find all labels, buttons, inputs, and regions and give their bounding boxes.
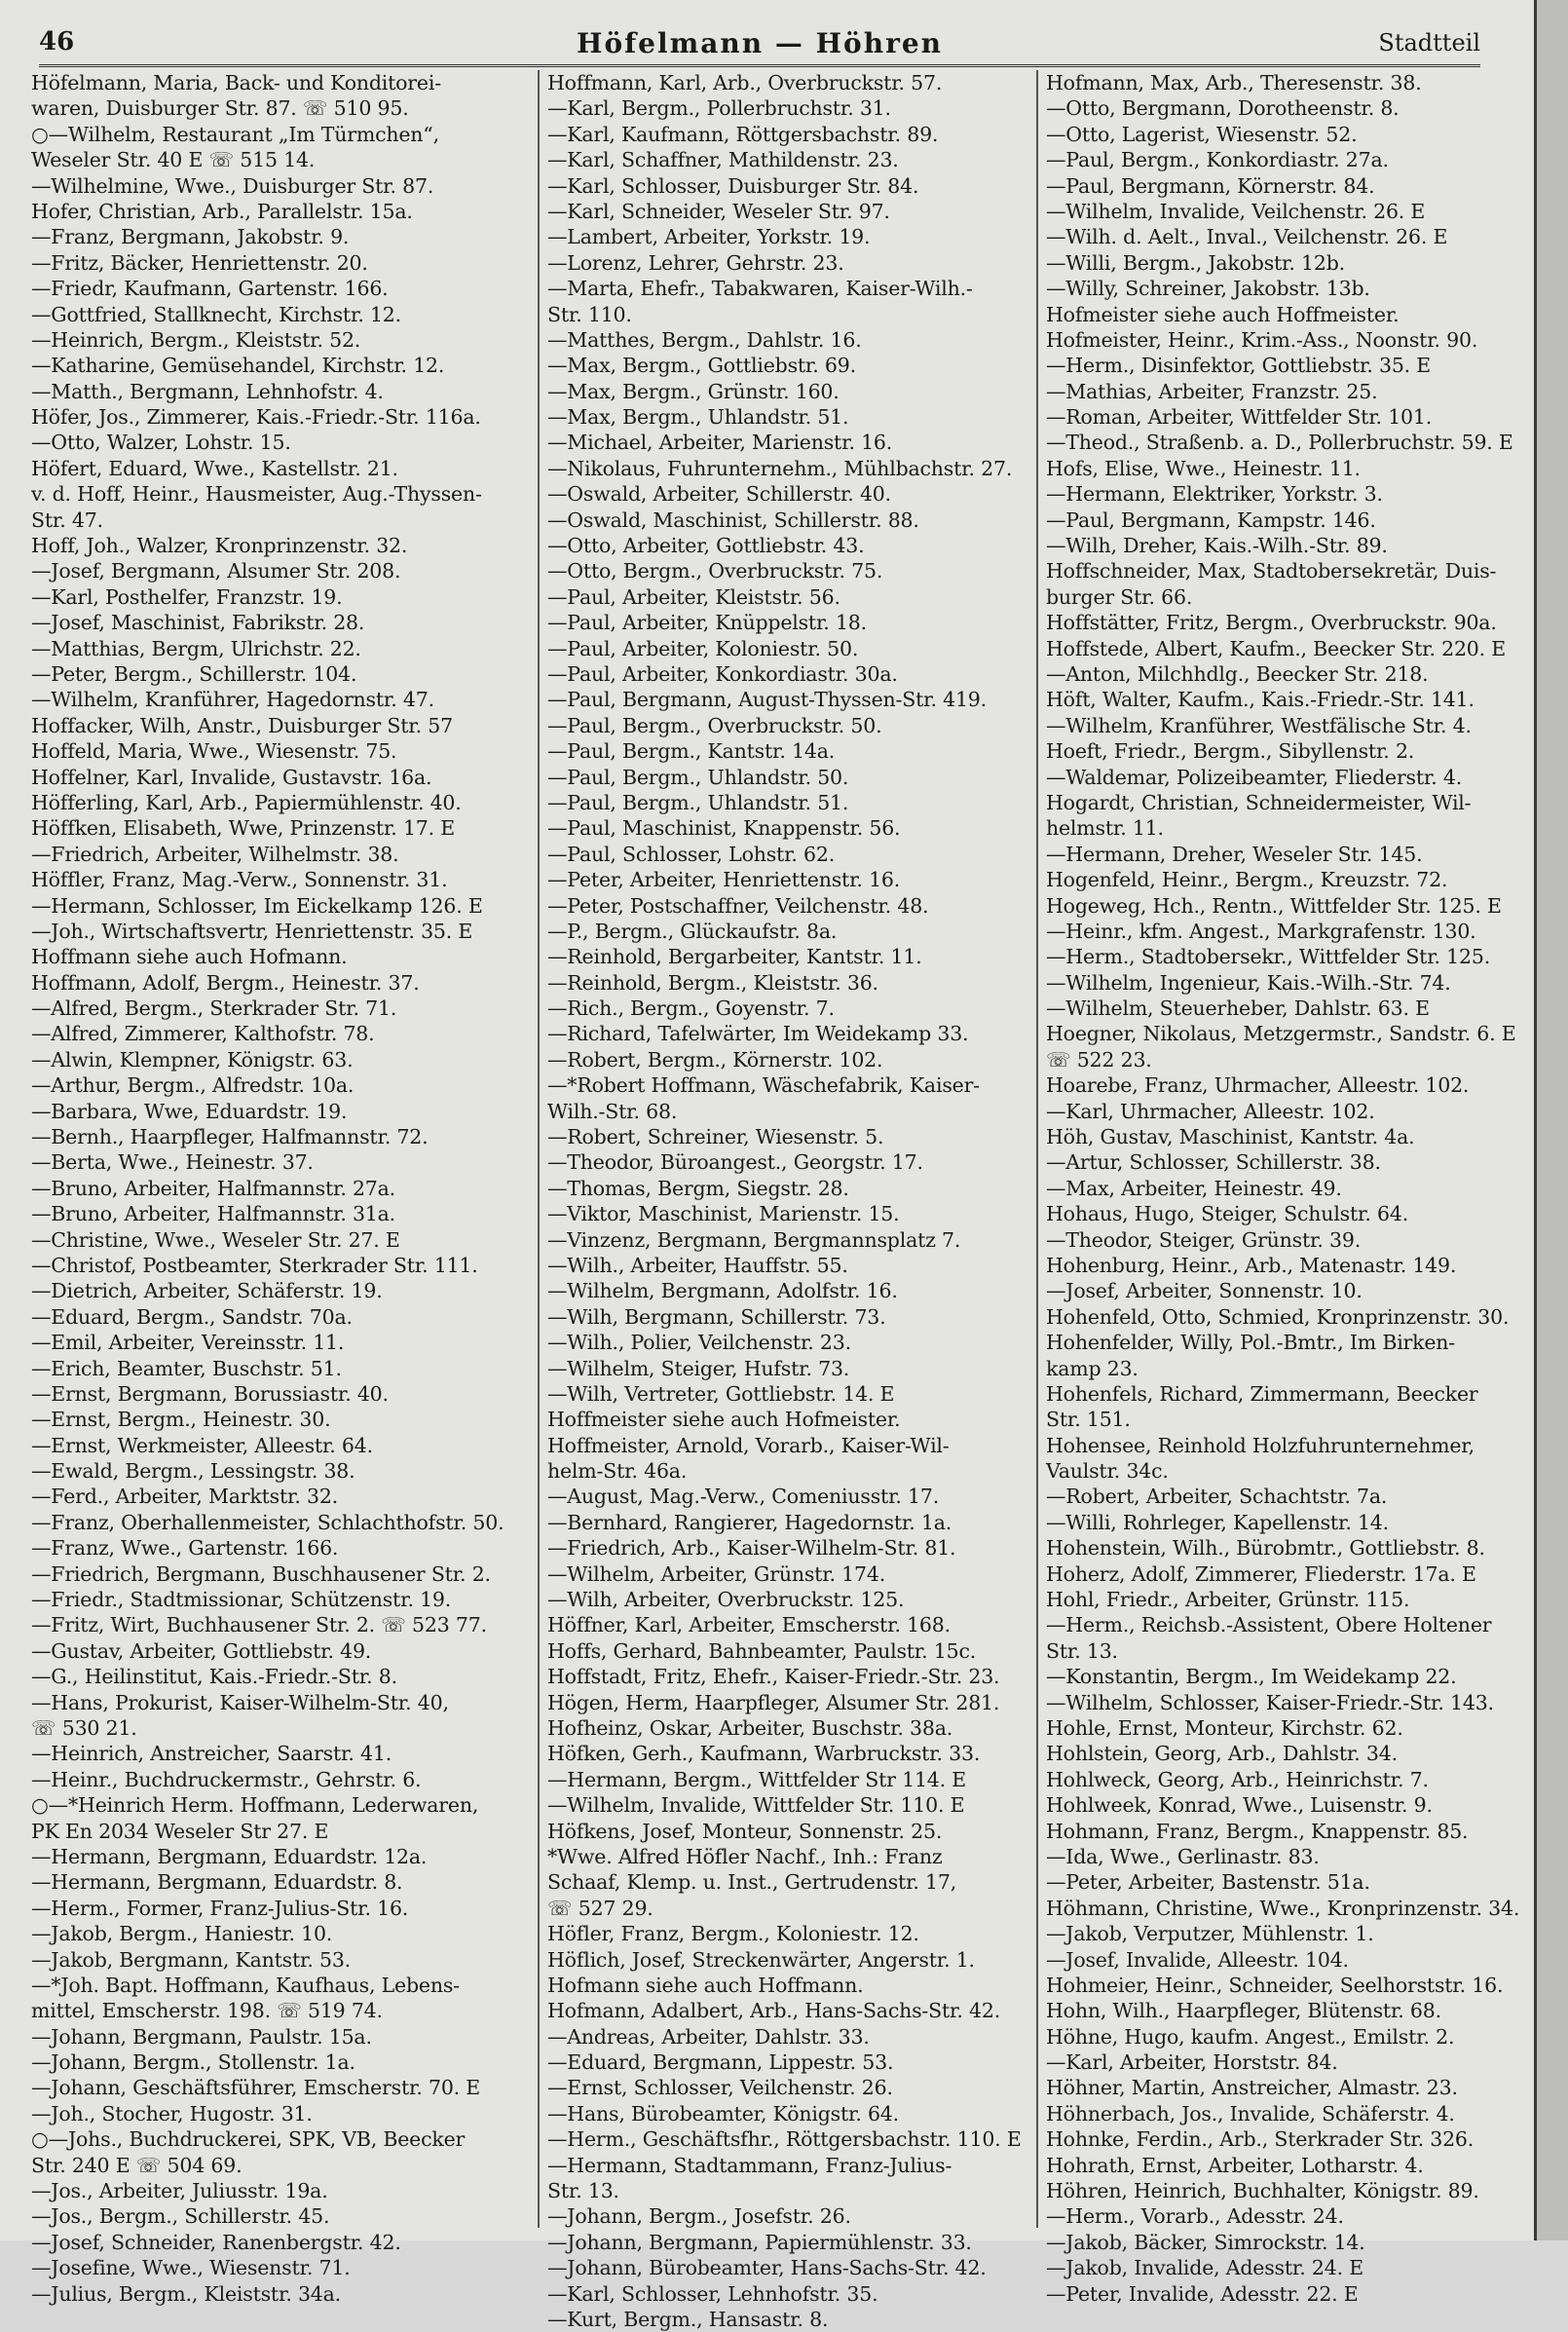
directory-entry-line: —Hermann, Bergmann, Eduardstr. 8.	[31, 1870, 403, 1895]
directory-entry-line: —Wilhelm, Steuerheber, Dahlstr. 63. E	[1046, 997, 1430, 1021]
directory-entry-line: Hoffacker, Wilh, Anstr., Duisburger Str. 57	[31, 713, 453, 737]
directory-entry-line: —Wilh, Vertreter, Gottliebstr. 14. E	[547, 1381, 895, 1406]
directory-entry-line: —Robert, Arbeiter, Schachtstr. 7a.	[1046, 1485, 1388, 1509]
directory-entry-line: —Wilhelm, Kranführer, Hagedornstr. 47.	[31, 688, 434, 712]
directory-entry-line: Str. 13.	[1046, 1638, 1118, 1663]
directory-entry-line: —Hermann, Dreher, Weseler Str. 145.	[1046, 842, 1423, 866]
directory-entry-line: Hohlweck, Georg, Arb., Heinrichstr. 7.	[1046, 1767, 1429, 1791]
directory-entry-line: —Ernst, Bergmann, Borussiastr. 40.	[31, 1381, 389, 1406]
directory-entry-line: —Paul, Maschinist, Knappenstr. 56.	[547, 816, 901, 841]
directory-entry-line: —Ferd., Arbeiter, Marktstr. 32.	[31, 1485, 338, 1509]
directory-entry-line: Hoffelner, Karl, Invalide, Gustavstr. 16a.	[31, 765, 432, 789]
directory-entry-line: —Gottfried, Stallknecht, Kirchstr. 12.	[31, 302, 401, 326]
directory-entry-line: —Matth., Bergmann, Lehnhofstr. 4.	[31, 379, 384, 403]
directory-entry-line: ○—Johs., Buchdruckerei, SPK, VB, Beecker	[31, 2127, 466, 2152]
directory-entry-line: Hohmann, Franz, Bergm., Knappenstr. 85.	[1046, 1819, 1469, 1843]
directory-entry-line: —Karl, Schneider, Weseler Str. 97.	[547, 199, 890, 223]
directory-entry-line: *Wwe. Alfred Höfler Nachf., Inh.: Franz	[547, 1844, 943, 1868]
directory-entry-line: —Ernst, Werkmeister, Alleestr. 64.	[31, 1433, 373, 1457]
directory-entry-line: —Hermann, Stadtammann, Franz-Julius-	[547, 2153, 952, 2177]
directory-entry-line: Höflich, Josef, Streckenwärter, Angerstr. 1.	[547, 1947, 975, 1972]
directory-entry-line: —Christof, Postbeamter, Sterkrader Str. 111.	[31, 1253, 478, 1277]
directory-entry-line: —Friedr, Kaufmann, Gartenstr. 166.	[31, 277, 389, 301]
directory-entry-line: —Wilhelm, Arbeiter, Grünstr. 174.	[547, 1561, 886, 1586]
directory-entry-line: Hofs, Elise, Wwe., Heinestr. 11.	[1046, 456, 1361, 480]
directory-entry-line: —G., Heilinstitut, Kais.-Friedr.-Str. 8.	[31, 1665, 397, 1689]
directory-entry-line: —Konstantin, Bergm., Im Weidekamp 22.	[1046, 1665, 1457, 1689]
directory-entry-line: —Hermann, Elektriker, Yorkstr. 3.	[1046, 482, 1383, 507]
directory-entry-line: Str. 151.	[1046, 1408, 1131, 1432]
directory-entry-line: —Franz, Wwe., Gartenstr. 166.	[31, 1536, 339, 1561]
directory-entry-line: —Oswald, Maschinist, Schillerstr. 88.	[547, 508, 919, 532]
directory-entry-line: —Wilh., Arbeiter, Hauffstr. 55.	[547, 1253, 848, 1277]
directory-entry-line: —Rich., Bergm., Goyenstr. 7.	[547, 997, 835, 1021]
directory-entry-line: Hoffstätter, Fritz, Bergm., Overbruckstr. 90a.	[1046, 611, 1497, 635]
directory-entry-line: —Peter, Invalide, Adesstr. 22. E	[1046, 2281, 1359, 2306]
directory-entry-line: —Oswald, Arbeiter, Schillerstr. 40.	[547, 482, 891, 507]
directory-entry-line: —Peter, Arbeiter, Henriettenstr. 16.	[547, 868, 901, 892]
directory-entry-line: —Emil, Arbeiter, Vereinsstr. 11.	[31, 1331, 345, 1355]
directory-entry-line: —Heinrich, Anstreicher, Saarstr. 41.	[31, 1742, 392, 1766]
directory-entry-line: —Mathias, Arbeiter, Franzstr. 25.	[1046, 379, 1378, 403]
directory-entry-line: —Waldemar, Polizeibeamter, Fliederstr. 4.	[1046, 765, 1463, 789]
directory-entry-line: Hofmeister siehe auch Hoffmeister.	[1046, 302, 1400, 326]
directory-entry-line: v. d. Hoff, Heinr., Hausmeister, Aug.-Thyssen-	[31, 482, 482, 507]
column-left	[31, 70, 538, 2306]
directory-entry-line: —August, Mag.-Verw., Comeniusstr. 17.	[547, 1485, 940, 1509]
directory-entry-line: —Karl, Uhrmacher, Alleestr. 102.	[1046, 1099, 1375, 1123]
directory-entry-line: —Jakob, Bäcker, Simrockstr. 14.	[1046, 2230, 1365, 2254]
directory-entry-line: —Ewald, Bergm., Lessingstr. 38.	[31, 1459, 355, 1484]
directory-entry-line: —Jakob, Invalide, Adesstr. 24. E	[1046, 2256, 1363, 2280]
directory-entry-line: —Paul, Arbeiter, Knüppelstr. 18.	[547, 611, 867, 635]
directory-entry-line: Hoffstede, Albert, Kaufm., Beecker Str. 220. E	[1046, 636, 1507, 660]
directory-entry-line: —Peter, Postschaffner, Veilchenstr. 48.	[547, 893, 929, 918]
directory-entry-line: —Paul, Bergm., Overbruckstr. 50.	[547, 713, 882, 737]
page-number: 46	[39, 27, 75, 56]
directory-entry-line: —Theodor, Steiger, Grünstr. 39.	[1046, 1227, 1362, 1252]
directory-entry-line: Str. 110.	[547, 302, 632, 326]
directory-entry-line: —Eduard, Bergmann, Lippestr. 53.	[547, 2050, 894, 2075]
directory-entry-line: —Wilhelm, Invalide, Veilchenstr. 26. E	[1046, 199, 1426, 223]
directory-entry-line: Hogardt, Christian, Schneidermeister, Wil-	[1046, 790, 1472, 814]
directory-entry-line: Höfelmann, Maria, Back- und Konditorei-	[31, 71, 441, 94]
directory-entry-line: —Roman, Arbeiter, Wittfelder Str. 101.	[1046, 405, 1433, 430]
directory-entry-line: —Josef, Invalide, Alleestr. 104.	[1046, 1947, 1349, 1972]
directory-entry-line: Höfer, Jos., Zimmerer, Kais.-Friedr.-Str. 116a.	[31, 405, 481, 430]
directory-entry-line: Hohnke, Ferdin., Arb., Sterkrader Str. 326.	[1046, 2127, 1475, 2152]
directory-entry-line: —Josef, Maschinist, Fabrikstr. 28.	[31, 611, 365, 635]
directory-entry-line: ☏ 527 29.	[547, 1896, 653, 1920]
directory-entry-line: —Hans, Bürobeamter, Königstr. 64.	[547, 2101, 899, 2125]
directory-entry-line: helm-Str. 46a.	[547, 1459, 688, 1484]
directory-entry-line: —Lambert, Arbeiter, Yorkstr. 19.	[547, 225, 871, 249]
directory-entry-line: Höhnerbach, Jos., Invalide, Schäferstr. 4.	[1046, 2101, 1455, 2125]
directory-entry-line: —Ernst, Schlosser, Veilchenstr. 26.	[547, 2076, 893, 2100]
directory-entry-line: —Joh., Stocher, Hugostr. 31.	[31, 2101, 313, 2125]
directory-entry-line: Hohl, Friedr., Arbeiter, Grünstr. 115.	[1046, 1588, 1410, 1612]
directory-entry-line: —Peter, Bergm., Schillerstr. 104.	[31, 661, 357, 686]
directory-entry-line: —Karl, Arbeiter, Horststr. 84.	[1046, 2050, 1338, 2075]
directory-entry-line: —Franz, Bergmann, Jakobstr. 9.	[31, 225, 350, 249]
directory-entry-line: —Andreas, Arbeiter, Dahlstr. 33.	[547, 2024, 870, 2049]
directory-entry-line: —Viktor, Maschinist, Marienstr. 15.	[547, 1202, 900, 1226]
directory-entry-line: —Josef, Schneider, Ranenbergstr. 42.	[31, 2230, 401, 2254]
directory-entry-line: helmstr. 11.	[1046, 816, 1164, 841]
directory-entry-line: Hoeft, Friedr., Bergm., Sibyllenstr. 2.	[1046, 739, 1415, 764]
directory-entry-line: —*Robert Hoffmann, Wäschefabrik, Kaiser-	[547, 1073, 980, 1098]
directory-entry-line: —Max, Bergm., Gottliebstr. 69.	[547, 354, 856, 378]
directory-entry-line: —Willi, Rohrleger, Kapellenstr. 14.	[1046, 1510, 1389, 1534]
directory-entry-line: Hoffstadt, Fritz, Ehefr., Kaiser-Friedr.-Str. 23.	[547, 1665, 1000, 1689]
directory-entry-line: —Ernst, Bergm., Heinestr. 30.	[31, 1408, 331, 1432]
directory-entry-line: —Bernhard, Rangierer, Hagedornstr. 1a.	[547, 1510, 952, 1534]
directory-entry-line: —Otto, Walzer, Lohstr. 15.	[31, 431, 291, 455]
directory-entry-line: —Josef, Arbeiter, Sonnenstr. 10.	[1046, 1279, 1363, 1303]
directory-entry-line: —Paul, Bergmann, August-Thyssen-Str. 419.	[547, 688, 987, 712]
directory-entry-line: ☏ 522 23.	[1046, 1047, 1152, 1072]
directory-entry-line: —Otto, Lagerist, Wiesenstr. 52.	[1046, 122, 1358, 146]
directory-entry-line: —Bruno, Arbeiter, Halfmannstr. 27a.	[31, 1176, 395, 1200]
directory-entry-line: —Karl, Kaufmann, Röttgersbachstr. 89.	[547, 122, 939, 146]
directory-entry-line: —Otto, Arbeiter, Gottliebstr. 43.	[547, 534, 865, 558]
directory-entry-line: —Paul, Bergm., Uhlandstr. 50.	[547, 765, 849, 789]
directory-entry-line: —Herm., Disinfektor, Gottliebstr. 35. E	[1046, 354, 1432, 378]
directory-entry-line: —Wilhelm, Invalide, Wittfelder Str. 110. E	[547, 1793, 965, 1818]
page-header	[39, 21, 1480, 67]
directory-entry-line: Hohensee, Reinhold Holzfuhrunternehmer,	[1046, 1433, 1475, 1457]
directory-entry-line: Högen, Herm, Haarpfleger, Alsumer Str. 281.	[547, 1690, 1000, 1714]
directory-entry-line: Höhner, Martin, Anstreicher, Almastr. 23.	[1046, 2076, 1458, 2100]
directory-entry-line: —Hermann, Schlosser, Im Eickelkamp 126. E	[31, 893, 483, 918]
directory-entry-line: —Jos., Bergm., Schillerstr. 45.	[31, 2204, 330, 2229]
directory-entry-line: —Alwin, Klempner, Königstr. 63.	[31, 1047, 354, 1072]
directory-entry-line: Hohenstein, Wilh., Bürobmtr., Gottliebstr. 8.	[1046, 1536, 1485, 1561]
directory-entry-line: —Max, Arbeiter, Heinestr. 49.	[1046, 1176, 1342, 1200]
directory-entry-line: Wilh.-Str. 68.	[547, 1099, 678, 1123]
directory-entry-line: —Karl, Schaffner, Mathildenstr. 23.	[547, 148, 899, 172]
directory-entry-line: —Gustav, Arbeiter, Gottliebstr. 49.	[31, 1638, 372, 1663]
directory-entry-line: —Alfred, Zimmerer, Kalthofstr. 78.	[31, 1022, 375, 1046]
directory-entry-line: ○—*Heinrich Herm. Hoffmann, Lederwaren,	[31, 1793, 479, 1818]
directory-entry-line: Schaaf, Klemp. u. Inst., Gertrudenstr. 17,	[547, 1870, 957, 1895]
directory-entry-line: —Jakob, Verputzer, Mühlenstr. 1.	[1046, 1922, 1374, 1946]
directory-entry-line: Höfler, Franz, Bergm., Koloniestr. 12.	[547, 1922, 919, 1946]
directory-entry-line: —Wilhelm, Steiger, Hufstr. 73.	[547, 1356, 850, 1380]
directory-entry-line: Höffner, Karl, Arbeiter, Emscherstr. 168.	[547, 1613, 951, 1637]
directory-entry-line: waren, Duisburger Str. 87. ☏ 510 95.	[31, 96, 409, 121]
directory-entry-line: Hofer, Christian, Arb., Parallelstr. 15a.	[31, 199, 413, 223]
directory-entry-line: Hoffs, Gerhard, Bahnbeamter, Paulstr. 15c.	[547, 1638, 977, 1663]
directory-entry-line: —Willy, Schreiner, Jakobstr. 13b.	[1046, 277, 1370, 301]
directory-entry-line: —Ida, Wwe., Gerlinastr. 83.	[1046, 1844, 1320, 1868]
directory-entry-line: —Peter, Arbeiter, Bastenstr. 51a.	[1046, 1870, 1370, 1895]
directory-entry-line: Höft, Walter, Kaufm., Kais.-Friedr.-Str. 141.	[1046, 688, 1475, 712]
directory-entry-line: Hoffmeister, Arnold, Vorarb., Kaiser-Wil-	[547, 1433, 950, 1457]
directory-entry-line: —Johann, Bergm., Stollenstr. 1a.	[31, 2050, 355, 2075]
directory-entry-line: —Katharine, Gemüsehandel, Kirchstr. 12.	[31, 354, 445, 378]
directory-entry-line: Hoffmeister siehe auch Hofmeister.	[547, 1408, 901, 1432]
directory-entry-line: —Otto, Bergmann, Dorotheenstr. 8.	[1046, 96, 1400, 121]
directory-entry-line: Str. 13.	[547, 2179, 619, 2203]
directory-entry-line: —Paul, Bergmann, Kampstr. 146.	[1046, 508, 1376, 532]
directory-entry-line: Hogeweg, Hch., Rentn., Wittfelder Str. 125. E	[1046, 893, 1502, 918]
directory-entry-line: —Fritz, Bäcker, Henriettenstr. 20.	[31, 250, 368, 275]
directory-entry-line: —Arthur, Bergm., Alfredstr. 10a.	[31, 1073, 355, 1098]
directory-entry-line: —Eduard, Bergm., Sandstr. 70a.	[31, 1304, 353, 1329]
directory-entry-line: —Heinr., Buchdruckermstr., Gehrstr. 6.	[31, 1767, 422, 1791]
directory-entry-line: —Paul, Bergm., Kantstr. 14a.	[547, 739, 836, 764]
directory-entry-line: —Josefine, Wwe., Wiesenstr. 71.	[31, 2256, 351, 2280]
directory-entry-line: —Robert, Bergm., Körnerstr. 102.	[547, 1047, 883, 1072]
directory-entry-line: —Anton, Milchhdlg., Beecker Str. 218.	[1046, 661, 1429, 686]
directory-entry-line: Hohenburg, Heinr., Arb., Matenastr. 149.	[1046, 1253, 1457, 1277]
directory-entry-line: —Wilh, Dreher, Kais.-Wilh.-Str. 89.	[1046, 534, 1388, 558]
directory-entry-line: Höhren, Heinrich, Buchhalter, Königstr. 89.	[1046, 2179, 1479, 2203]
directory-entry-line: Hohlstein, Georg, Arb., Dahlstr. 34.	[1046, 1742, 1398, 1766]
directory-entry-line: —Michael, Arbeiter, Marienstr. 16.	[547, 431, 893, 455]
directory-entry-line: —Herm., Stadtobersekr., Wittfelder Str. 125.	[1046, 945, 1491, 969]
directory-entry-line: Höhne, Hugo, kaufm. Angest., Emilstr. 2.	[1046, 2024, 1455, 2049]
directory-entry-line: —Herm., Reichsb.-Assistent, Obere Holtener	[1046, 1613, 1492, 1637]
directory-entry-line: —Nikolaus, Fuhrunternehm., Mühlbachstr. 27.	[547, 456, 1013, 480]
directory-entry-line: —Friedrich, Bergmann, Buschhausener Str. 2.	[31, 1561, 491, 1586]
directory-entry-line: burger Str. 66.	[1046, 584, 1193, 609]
directory-entry-line: Hofheinz, Oskar, Arbeiter, Buschstr. 38a.	[547, 1716, 953, 1740]
directory-entry-line: —Paul, Schlosser, Lohstr. 62.	[547, 842, 836, 866]
directory-entry-line: —Christine, Wwe., Weseler Str. 27. E	[31, 1227, 400, 1252]
directory-entry-line: —Thomas, Bergm, Siegstr. 28.	[547, 1176, 849, 1200]
directory-entry-line: —Friedrich, Arb., Kaiser-Wilhelm-Str. 81.	[547, 1536, 956, 1561]
directory-entry-line: —Reinhold, Bergarbeiter, Kantstr. 11.	[547, 945, 922, 969]
directory-entry-line: —Friedrich, Arbeiter, Wilhelmstr. 38.	[31, 842, 399, 866]
directory-entry-line: Höfkens, Josef, Monteur, Sonnenstr. 25.	[547, 1819, 943, 1843]
directory-entry-line: —Heinrich, Bergm., Kleiststr. 52.	[31, 327, 361, 352]
directory-entry-line: —*Joh. Bapt. Hoffmann, Kaufhaus, Lebens-	[31, 1973, 460, 1997]
directory-entry-line: —Reinhold, Bergm., Kleiststr. 36.	[547, 970, 878, 995]
directory-entry-line: —Paul, Bergm., Konkordiastr. 27a.	[1046, 148, 1389, 172]
directory-entry-line: —Johann, Bergmann, Paulstr. 15a.	[31, 2024, 372, 2049]
directory-entry-line: Hoffeld, Maria, Wwe., Wiesenstr. 75.	[31, 739, 397, 764]
directory-entry-line: —Johann, Bergmann, Papiermühlenstr. 33.	[547, 2230, 972, 2254]
directory-entry-line: Str. 47.	[31, 508, 103, 532]
adjacent-page-edge	[1534, 0, 1568, 2240]
directory-entry-line: —Jakob, Bergmann, Kantstr. 53.	[31, 1947, 351, 1972]
directory-entry-line: —Karl, Posthelfer, Franzstr. 19.	[31, 584, 343, 609]
directory-entry-line: —Paul, Bergm., Uhlandstr. 51.	[547, 790, 849, 814]
directory-entry-line: —Jakob, Bergm., Haniestr. 10.	[31, 1922, 333, 1946]
column-right	[1036, 70, 1520, 2306]
directory-entry-line: Hofmann, Adalbert, Arb., Hans-Sachs-Str. 42.	[547, 1999, 1001, 2023]
directory-entry-line: —Theod., Straßenb. a. D., Pollerbruchstr. 59. E	[1046, 431, 1513, 455]
directory-entry-line: —Bernh., Haarpfleger, Halfmannstr. 72.	[31, 1125, 429, 1149]
directory-entry-line: —Hermann, Bergm., Wittfelder Str 114. E	[547, 1767, 967, 1791]
directory-entry-line: —Paul, Arbeiter, Kleiststr. 56.	[547, 584, 840, 609]
directory-entry-line: Hohaus, Hugo, Steiger, Schulstr. 64.	[1046, 1202, 1409, 1226]
directory-entry-line: —Jos., Arbeiter, Juliusstr. 19a.	[31, 2179, 328, 2203]
directory-entry-line: —Max, Bergm., Uhlandstr. 51.	[547, 405, 849, 430]
directory-entry-line: Hofmann, Max, Arb., Theresenstr. 38.	[1046, 71, 1422, 94]
directory-entry-line: —Dietrich, Arbeiter, Schäferstr. 19.	[31, 1279, 383, 1303]
directory-entry-line: —Otto, Bergm., Overbruckstr. 75.	[547, 559, 883, 583]
directory-entry-line: Hoffmann, Adolf, Bergm., Heinestr. 37.	[31, 970, 420, 995]
directory-entry-line: —Herm., Geschäftsfhr., Röttgersbachstr. 110. E	[547, 2127, 1022, 2152]
directory-entry-line: —Matthes, Bergm., Dahlstr. 16.	[547, 327, 862, 352]
directory-entry-line: —Wilh. d. Aelt., Inval., Veilchenstr. 26. E	[1046, 225, 1448, 249]
directory-entry-line: —Artur, Schlosser, Schillerstr. 38.	[1046, 1150, 1381, 1175]
directory-entry-line: —Karl, Schlosser, Lehnhofstr. 35.	[547, 2281, 878, 2306]
directory-entry-line: Hohenfels, Richard, Zimmermann, Beecker	[1046, 1381, 1478, 1406]
directory-entry-line: —Herm., Former, Franz-Julius-Str. 16.	[31, 1896, 409, 1920]
directory-entry-line: Hohn, Wilh., Haarpfleger, Blütenstr. 68.	[1046, 1999, 1441, 2023]
directory-entry-line: Höh, Gustav, Maschinist, Kantstr. 4a.	[1046, 1125, 1415, 1149]
directory-entry-line: Hoherz, Adolf, Zimmerer, Fliederstr. 17a. E	[1046, 1561, 1476, 1586]
directory-entry-line: —Heinr., kfm. Angest., Markgrafenstr. 130.	[1046, 919, 1476, 943]
directory-entry-line: —Paul, Arbeiter, Koloniestr. 50.	[547, 636, 859, 660]
directory-entry-line: —Johann, Bürobeamter, Hans-Sachs-Str. 42.	[547, 2256, 987, 2280]
directory-entry-line: —Robert, Schreiner, Wiesenstr. 5.	[547, 1125, 884, 1149]
directory-entry-line: —Matthias, Bergm, Ulrichstr. 22.	[31, 636, 361, 660]
directory-entry-line: —Paul, Bergmann, Körnerstr. 84.	[1046, 173, 1375, 198]
directory-entry-line: —Johann, Bergm., Josefstr. 26.	[547, 2204, 851, 2229]
directory-entry-line: Hofmann siehe auch Hoffmann.	[547, 1973, 864, 1997]
directory-entry-line: —Karl, Schlosser, Duisburger Str. 84.	[547, 173, 919, 198]
directory-entry-line: —Wilh, Arbeiter, Overbruckstr. 125.	[547, 1588, 905, 1612]
directory-entry-line: Höffken, Elisabeth, Wwe, Prinzenstr. 17. E	[31, 816, 456, 841]
directory-entry-line: —Willi, Bergm., Jakobstr. 12b.	[1046, 250, 1345, 275]
directory-entry-line: —Lorenz, Lehrer, Gehrstr. 23.	[547, 250, 844, 275]
page-title: Höfelmann — Höhren	[576, 27, 944, 59]
directory-entry-line: Hohlweek, Konrad, Wwe., Luisenstr. 9.	[1046, 1793, 1433, 1818]
directory-entry-line: —Wilhelm, Ingenieur, Kais.-Wilh.-Str. 74.	[1046, 970, 1451, 995]
directory-entry-line: Str. 240 E ☏ 504 69.	[31, 2153, 243, 2177]
directory-entry-line: —Johann, Geschäftsführer, Emscherstr. 70. E	[31, 2076, 481, 2100]
directory-entry-line: PK En 2034 Weseler Str 27. E	[31, 1819, 329, 1843]
directory-entry-line: Hoffmann siehe auch Hofmann.	[31, 945, 348, 969]
directory-entry-line: —Josef, Bergmann, Alsumer Str. 208.	[31, 559, 401, 583]
directory-entry-line: Weseler Str. 40 E ☏ 515 14.	[31, 148, 316, 172]
directory-entry-line: —Kurt, Bergm., Hansastr. 8.	[547, 2307, 829, 2331]
directory-entry-line: —Barbara, Wwe, Eduardstr. 19.	[31, 1099, 348, 1123]
directory-entry-line: Hoff, Joh., Walzer, Kronprinzenstr. 32.	[31, 534, 408, 558]
directory-entry-line: kamp 23.	[1046, 1356, 1139, 1380]
directory-entry-line: —Hermann, Bergmann, Eduardstr. 12a.	[31, 1844, 428, 1868]
directory-entry-line: —Richard, Tafelwärter, Im Weidekamp 33.	[547, 1022, 969, 1046]
directory-entry-line: —Marta, Ehefr., Tabakwaren, Kaiser-Wilh.-	[547, 277, 973, 301]
directory-entry-line: Vaulstr. 34c.	[1046, 1459, 1169, 1484]
directory-entry-line: Höfferling, Karl, Arb., Papiermühlenstr. 40.	[31, 790, 462, 814]
directory-entry-line: —Herm., Vorarb., Adesstr. 24.	[1046, 2204, 1344, 2229]
directory-entry-line: —Fritz, Wirt, Buchhausener Str. 2. ☏ 523 77.	[31, 1613, 487, 1637]
directory-entry-line: —Paul, Arbeiter, Konkordiastr. 30a.	[547, 661, 898, 686]
directory-entry-line: Hohmeier, Heinr., Schneider, Seelhorststr. 16.	[1046, 1973, 1504, 1997]
directory-entry-line: —P., Bergm., Glückaufstr. 8a.	[547, 919, 838, 943]
directory-entry-line: Hohle, Ernst, Monteur, Kirchstr. 62.	[1046, 1716, 1403, 1740]
directory-entry-line: —Berta, Wwe., Heinestr. 37.	[31, 1150, 314, 1175]
directory-entry-line: Hoffschneider, Max, Stadtobersekretär, Duis-	[1046, 559, 1497, 583]
directory-entry-line: Hoffmann, Karl, Arb., Overbruckstr. 57.	[547, 71, 943, 94]
directory-entry-line: —Julius, Bergm., Kleiststr. 34a.	[31, 2281, 341, 2306]
directory-entry-line: Hohenfeld, Otto, Schmied, Kronprinzenstr. 30.	[1046, 1304, 1510, 1329]
directory-entry-line: —Wilhelm, Bergmann, Adolfstr. 16.	[547, 1279, 898, 1303]
directory-entry-line: —Wilhelm, Kranführer, Westfälische Str. 4.	[1046, 713, 1472, 737]
directory-entry-line: —Theodor, Büroangest., Georgstr. 17.	[547, 1150, 923, 1175]
directory-entry-line: —Alfred, Bergm., Sterkrader Str. 71.	[31, 997, 397, 1021]
directory-entry-line: Hofmeister, Heinr., Krim.-Ass., Noonstr. 90.	[1046, 327, 1478, 352]
directory-entry-line: Höfken, Gerh., Kaufmann, Warbruckstr. 33.	[547, 1742, 981, 1766]
directory-entry-line: Hohenfelder, Willy, Pol.-Bmtr., Im Birken-	[1046, 1331, 1456, 1355]
directory-entry-line: Höhmann, Christine, Wwe., Kronprinzenstr. 34.	[1046, 1896, 1520, 1920]
directory-entry-line: Hoarebe, Franz, Uhrmacher, Alleestr. 102.	[1046, 1073, 1470, 1098]
directory-entry-line: Höfert, Eduard, Wwe., Kastellstr. 21.	[31, 456, 398, 480]
directory-entry-line: mittel, Emscherstr. 198. ☏ 519 74.	[31, 1999, 383, 2023]
directory-entry-line: —Wilh, Bergmann, Schillerstr. 73.	[547, 1304, 886, 1329]
directory-entry-line: —Wilhelmine, Wwe., Duisburger Str. 87.	[31, 173, 434, 198]
column-middle	[538, 70, 1036, 2331]
directory-entry-line: —Joh., Wirtschaftsvertr, Henriettenstr. 35. E	[31, 919, 473, 943]
directory-entry-line: —Bruno, Arbeiter, Halfmannstr. 31a.	[31, 1202, 395, 1226]
directory-columns	[31, 70, 1520, 2331]
directory-entry-line: —Max, Bergm., Grünstr. 160.	[547, 379, 840, 403]
directory-entry-line: —Karl, Bergm., Pollerbruchstr. 31.	[547, 96, 891, 121]
directory-entry-line: Hoegner, Nikolaus, Metzgermstr., Sandstr. 6. E	[1046, 1022, 1516, 1046]
section-label: Stadtteil	[1378, 29, 1480, 56]
directory-entry-line: —Friedr., Stadtmissionar, Schützenstr. 19.	[31, 1588, 452, 1612]
directory-entry-line: —Hans, Prokurist, Kaiser-Wilhelm-Str. 40,	[31, 1690, 449, 1714]
directory-entry-line: —Franz, Oberhallenmeister, Schlachthofstr. 50.	[31, 1510, 504, 1534]
directory-entry-line: Höffler, Franz, Mag.-Verw., Sonnenstr. 31.	[31, 868, 448, 892]
directory-entry-line: Hogenfeld, Heinr., Bergm., Kreuzstr. 72.	[1046, 868, 1448, 892]
directory-entry-line: —Wilhelm, Schlosser, Kaiser-Friedr.-Str. 143.	[1046, 1690, 1494, 1714]
directory-entry-line: ☏ 530 21.	[31, 1716, 137, 1740]
directory-entry-line: Hohrath, Ernst, Arbeiter, Lotharstr. 4.	[1046, 2153, 1424, 2177]
directory-entry-line: —Wilh., Polier, Veilchenstr. 23.	[547, 1331, 851, 1355]
directory-entry-line: ○—Wilhelm, Restaurant „Im Türmchen“,	[31, 122, 439, 146]
directory-entry-line: —Erich, Beamter, Buschstr. 51.	[31, 1356, 342, 1380]
directory-entry-line: —Vinzenz, Bergmann, Bergmannsplatz 7.	[547, 1227, 961, 1252]
